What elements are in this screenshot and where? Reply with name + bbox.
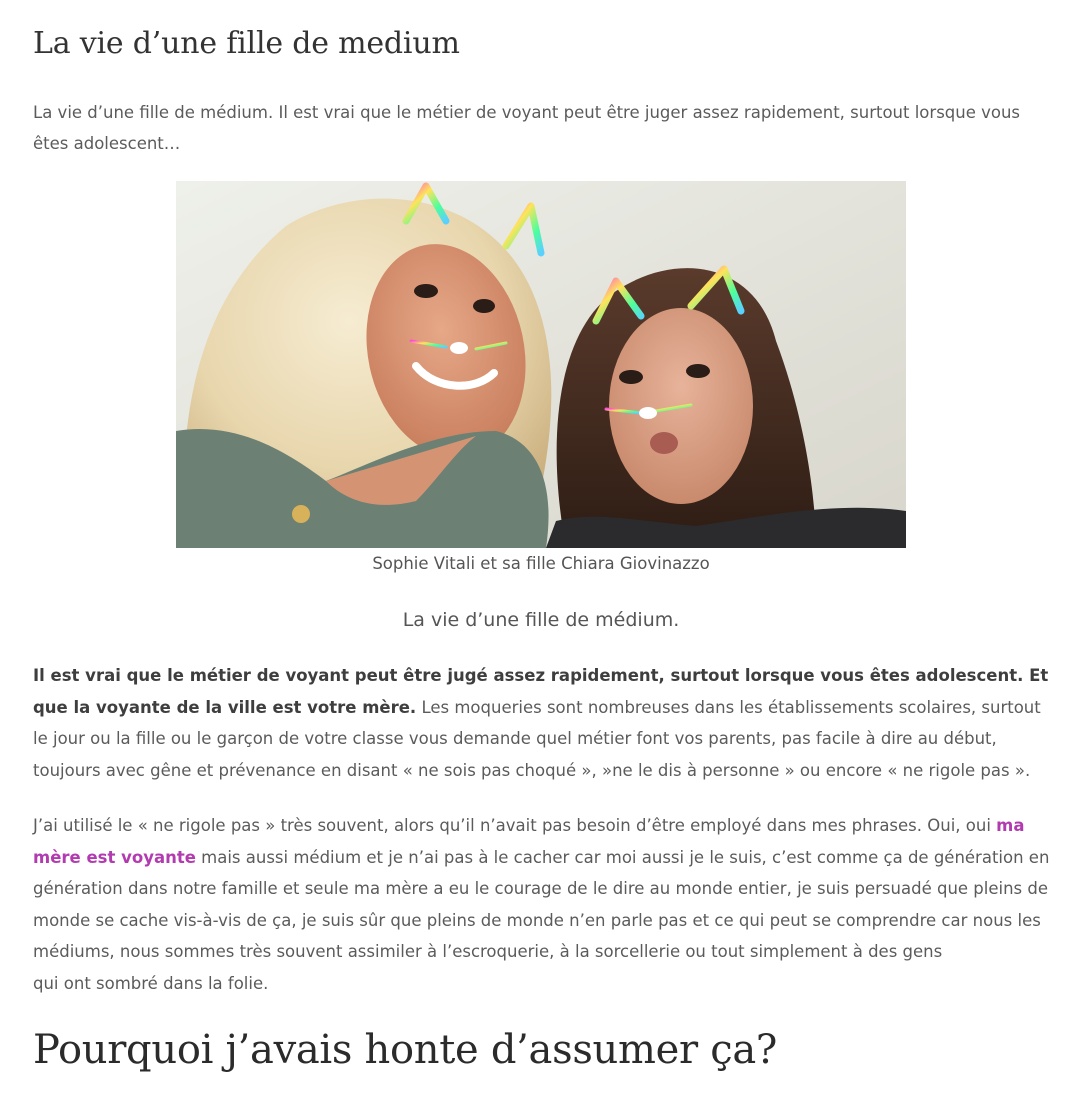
section-heading: Pourquoi j’avais honte d’assumer ça?	[33, 1027, 778, 1073]
image-caption: Sophie Vitali et sa fille Chiara Giovinazzo	[372, 554, 710, 573]
paragraph-1-text: Les moqueries sont nombreuses dans les établissements scolaires, surtout le jour ou la fille ou le garçon de votre classe vous demande quel métier font vos parents, pas facile à dire au début, toujours avec gêne et prévenance en disant « ne sois pas choqué », »ne le dis à personne » ou encore « ne rigole pas ».	[33, 697, 1041, 780]
photo-illustration	[176, 181, 906, 548]
paragraph-2-text-start: J’ai utilisé le « ne rigole pas » très souvent, alors qu’il n’avait pas besoin d’être employé dans mes phrases. Oui, oui	[33, 816, 997, 835]
post-photo[interactable]	[176, 181, 906, 548]
lead-sentence: La vie d’une fille de médium.	[402, 609, 680, 631]
paragraph-2-text-rest: mais aussi médium et je n’ai pas à le cacher car moi aussi je le suis, c’est comme ça de génération en génération dans notre famille et seule ma mère a eu le courage de le dire au monde entier, je suis persuadé que pleins de monde se cache vis-à-vis de ça, je suis sûr que pleins de monde n’en parle pas et ce qui peut se comprendre car nous les médiums, nous sommes très souvent assimiler à l’escroquerie, à la sorcellerie ou tout simplement à des gens	[33, 847, 1050, 961]
post-excerpt: La vie d’une fille de médium. Il est vrai que le métier de voyant peut être juger assez rapidement, surtout lorsque vous êtes adolescent…	[33, 103, 1021, 153]
paragraph-1-bold: Il est vrai que le métier de voyant peut être jugé assez rapidement, surtout lorsque vous êtes adolescent. Et que la voyante de la ville est votre mère.	[33, 666, 1049, 717]
ma-mere-voyante-link[interactable]: ma mère est voyante	[33, 816, 1025, 867]
paragraph-1	[33, 660, 1053, 786]
post-title[interactable]: La vie d’une fille de medium	[33, 26, 460, 61]
paragraph-2	[33, 810, 1053, 999]
post-image-figure	[176, 181, 906, 548]
paragraph-2-text-end: qui ont sombré dans la folie.	[33, 973, 269, 993]
